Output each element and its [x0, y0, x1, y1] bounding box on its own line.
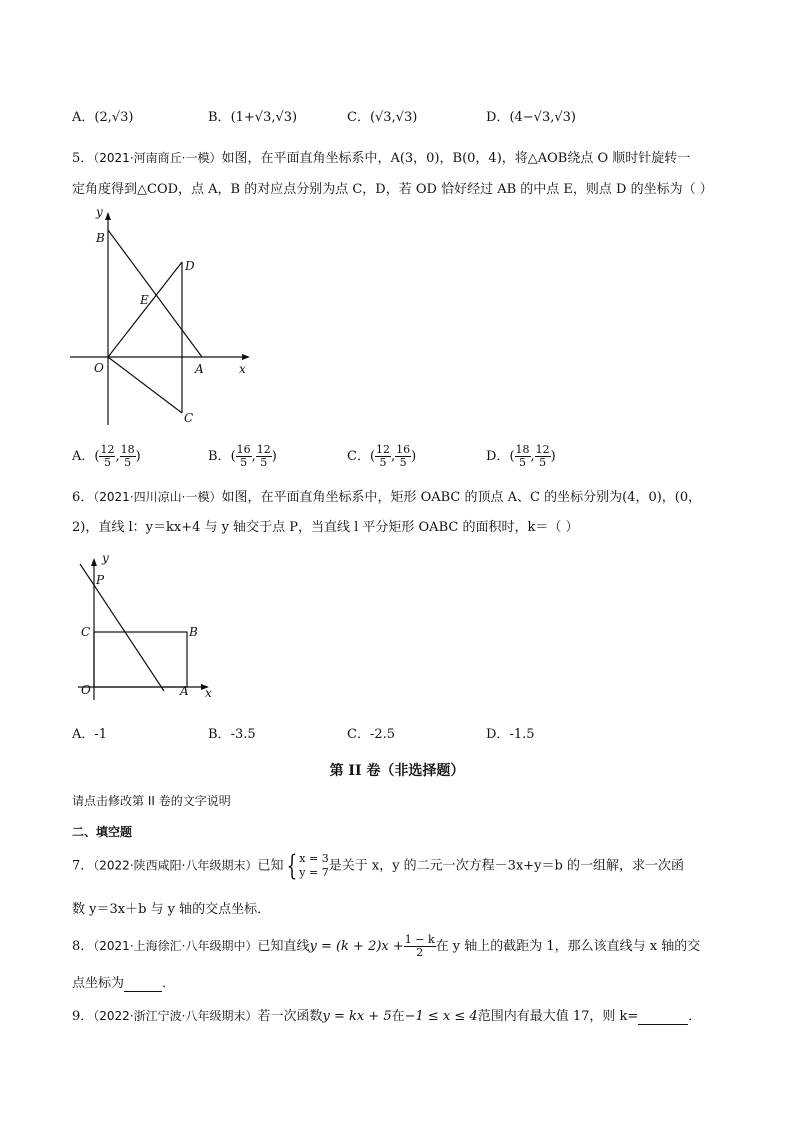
denominator: 2: [416, 946, 424, 959]
y-axis-arrow: [91, 558, 97, 566]
equation: y = 7: [299, 866, 329, 879]
q8-stem-line2: [72, 972, 175, 992]
fraction: [395, 444, 411, 469]
option-value: -1.5: [509, 727, 535, 742]
q8-stem-line1: [72, 934, 700, 959]
rectangle-oabc: [94, 632, 187, 687]
option-letter: B．: [208, 727, 231, 742]
numerator: 1 − k: [404, 933, 435, 946]
fraction: [256, 444, 272, 469]
question-text: 定角度得到△COD，点 A，B 的对应点分别为点 C，D，若 OD 恰好经过 AB 的中点 E，则点 D 的坐标为（ ）: [72, 182, 713, 197]
fraction: [120, 444, 136, 469]
option-value: (2,√3): [94, 110, 134, 125]
question-source: （2021·四川凉山·一模）: [93, 490, 222, 504]
numerator: 12: [256, 443, 271, 456]
question-number: 9．: [72, 1009, 94, 1024]
segment-oc: [108, 357, 182, 413]
q5-stem-line1: [72, 147, 690, 166]
option-value: -3.5: [230, 727, 256, 742]
question-number: 5．: [72, 151, 94, 166]
equation-system: [299, 852, 328, 880]
section-note[interactable]: 请点击修改第 II 卷的文字说明: [72, 794, 231, 808]
question-text: 2)，直线 l：y＝kx+4 与 y 轴交于点 P，当直线 l 平分矩形 OABC 的面积时，k＝（ ）: [72, 520, 579, 535]
question-text: ．: [688, 1009, 702, 1024]
q6-option-a[interactable]: [72, 723, 107, 742]
denominator: 5: [399, 456, 407, 469]
option-letter: C．: [347, 449, 370, 464]
line-l: [80, 564, 164, 691]
q9-stem: [72, 1005, 701, 1025]
question-text: 在 y 轴上的截距为 1，那么该直线与 x 轴的交: [435, 939, 701, 954]
denominator: 5: [124, 456, 132, 469]
q6-stem-line1: [72, 486, 701, 505]
option-letter: D．: [486, 727, 510, 742]
option-value: (4−√3,√3): [509, 110, 576, 125]
fraction: [404, 934, 436, 959]
option-value: -2.5: [369, 727, 396, 742]
denominator: 5: [539, 456, 547, 469]
q4-option-b[interactable]: [208, 106, 297, 125]
q7-stem-line1: [72, 849, 684, 882]
q5-option-c[interactable]: C．( $\frac{12}{5}$ , $\frac{16}{5}$ ): [347, 443, 417, 469]
option-letter: B．: [208, 110, 231, 125]
question-text: 点坐标为: [72, 976, 125, 991]
q4-option-d[interactable]: [486, 106, 576, 125]
question-text: 在: [391, 1009, 405, 1024]
equation: x = 3: [299, 852, 329, 865]
label-a: A: [195, 362, 204, 376]
q6-stem-line2: [72, 516, 578, 535]
equation: y = (k + 2)x +: [309, 939, 404, 954]
section-heading: 二、填空题: [72, 825, 133, 839]
label-o: O: [94, 361, 104, 375]
option-value: (1+√3,√3): [230, 110, 298, 125]
answer-blank[interactable]: [124, 976, 162, 992]
denominator: 5: [103, 456, 111, 469]
fraction: [236, 444, 252, 469]
q5-option-a[interactable]: A．( $\frac{12}{5}$ , $\frac{18}{5}$ ): [72, 443, 141, 469]
label-p: P: [96, 573, 105, 587]
y-axis-arrow: [105, 212, 111, 220]
label-c: C: [184, 411, 194, 425]
option-value: -1: [94, 727, 108, 742]
label-c: C: [81, 625, 91, 639]
option-letter: D．: [486, 449, 510, 464]
option-letter: C．: [347, 110, 370, 125]
label-b: B: [189, 625, 198, 639]
q5-stem-line2: [72, 178, 713, 197]
numerator: 12: [376, 443, 391, 456]
question-text: 数 y＝3x＋b 与 y 轴的交点坐标．: [72, 902, 271, 917]
denominator: 5: [240, 456, 248, 469]
option-letter: A．: [72, 110, 95, 125]
section-title: 第 II 卷（非选择题）: [329, 763, 465, 779]
question-number: 8．: [72, 939, 94, 954]
question-text: 若一次函数: [257, 1009, 323, 1024]
fraction: [515, 444, 531, 469]
q7-stem-line2: [72, 898, 270, 917]
denominator: 5: [260, 456, 268, 469]
option-letter: A．: [72, 449, 95, 464]
question-text: 已知直线: [257, 939, 310, 954]
numerator: 12: [100, 443, 115, 456]
question-text: 是关于 x，y 的二元一次方程－3x+y＝b 的一组解，求一次函: [328, 858, 684, 874]
label-d: D: [185, 259, 195, 273]
q6-option-d[interactable]: [486, 723, 535, 742]
label-b: B: [96, 231, 105, 245]
question-number: 7．: [72, 858, 94, 874]
numerator: 16: [396, 443, 411, 456]
label-e: E: [140, 293, 149, 307]
question-text: 范围内有最大值 17，则 k=: [477, 1009, 639, 1024]
question-text: 已知: [257, 858, 284, 874]
label-x: x: [205, 686, 212, 700]
q6-figure: [72, 548, 232, 703]
q5-figure: [70, 200, 260, 430]
q5-option-b[interactable]: B．( $\frac{16}{5}$ , $\frac{12}{5}$ ): [208, 443, 277, 469]
inequality: −1 ≤ x ≤ 4: [404, 1009, 478, 1024]
label-y: y: [102, 551, 109, 565]
numerator: 12: [535, 443, 550, 456]
question-source: （2021·上海徐汇·八年级期中）: [93, 939, 258, 953]
option-letter: B．: [208, 449, 231, 464]
question-source: （2022·陕西咸阳·八年级期末）: [93, 858, 258, 873]
x-axis-arrow: [242, 354, 250, 360]
q6-option-b[interactable]: [208, 723, 256, 742]
denominator: 5: [519, 456, 527, 469]
question-source: （2022·浙江宁波·八年级期末）: [93, 1009, 258, 1023]
label-a: A: [180, 684, 189, 698]
fraction: [375, 444, 391, 469]
option-letter: D．: [486, 110, 510, 125]
numerator: 16: [236, 443, 251, 456]
label-y: y: [96, 205, 103, 219]
numerator: 18: [120, 443, 135, 456]
question-number: 6．: [72, 490, 94, 505]
question-source: （2021·河南商丘·一模）: [93, 151, 222, 165]
option-letter: C．: [347, 727, 370, 742]
q5-option-d[interactable]: D．( $\frac{18}{5}$ , $\frac{12}{5}$ ): [486, 443, 556, 469]
label-x: x: [239, 362, 246, 376]
question-text: ．: [162, 976, 176, 991]
q6-option-c[interactable]: [347, 723, 395, 742]
q4-option-c[interactable]: [347, 106, 417, 125]
brace-icon: {: [287, 849, 298, 882]
label-o: O: [81, 683, 91, 697]
option-letter: A．: [72, 727, 95, 742]
denominator: 5: [379, 456, 387, 469]
question-text: 如图，在平面直角坐标系中，A(3，0)，B(0，4)，将△AOB绕点 O 顺时针旋转一: [221, 151, 691, 166]
equation: y = kx + 5: [322, 1009, 392, 1024]
option-value: (√3,√3): [369, 110, 418, 125]
q4-option-a[interactable]: [72, 106, 134, 125]
answer-blank[interactable]: [638, 1009, 688, 1025]
fraction: [535, 444, 551, 469]
segment-od: [108, 262, 182, 357]
question-text: 如图，在平面直角坐标系中，矩形 OABC 的顶点 A、C 的坐标分别为(4，0)，(0，: [221, 490, 702, 505]
fraction: [99, 444, 115, 469]
numerator: 18: [515, 443, 530, 456]
